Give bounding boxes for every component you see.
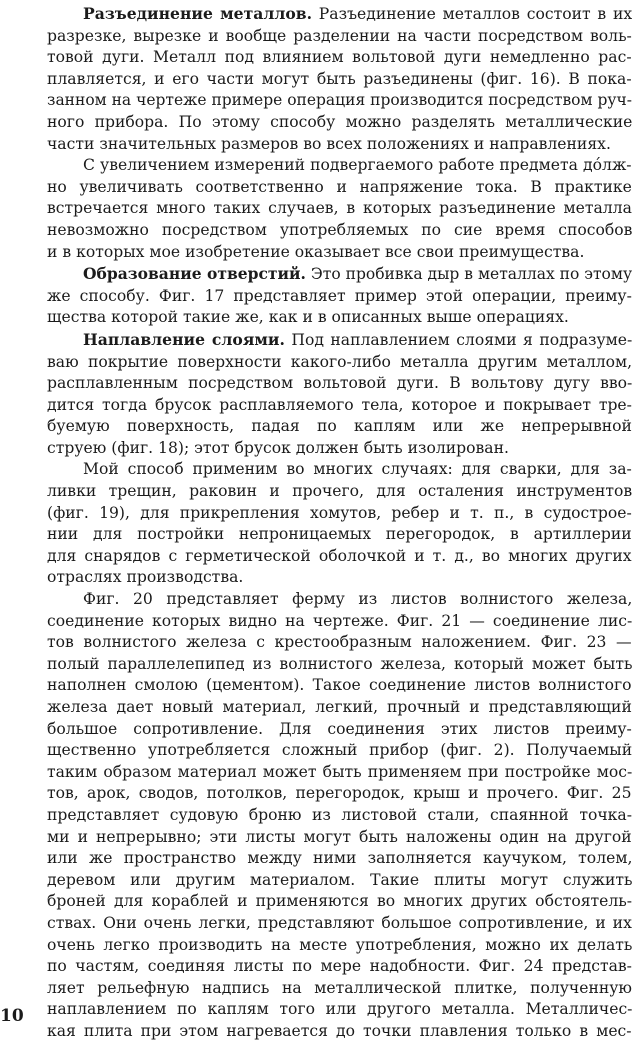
text-line: С увеличением измерений подвергаемого работе предмета до́лж- <box>83 156 632 175</box>
text-line: ми и непрерывно; эти листы могут быть наложены один на другой <box>47 827 632 846</box>
paragraph-figures-description <box>47 589 632 1042</box>
text-line: кая плита при этом нагревается до точки плавления только в мес- <box>47 1021 632 1040</box>
text-line: тов волнистого железа с крестообразным наложением. Фиг. 23 — <box>47 633 632 652</box>
text-line: Фиг. 20 представляет ферму из листов волнистого железа, <box>83 590 633 609</box>
text-line: ляет рельефную надпись на металлической плитке, полученную <box>47 978 633 997</box>
paragraph-metal-separation <box>47 3 632 155</box>
text-line: деревом или другим материалом. Такие плиты могут служить <box>47 870 633 889</box>
text-line: разрезке, вырезке и вообще разделении на части посредством воль- <box>47 26 632 45</box>
text-line: буемую поверхность, падая по каплям или же непрерывной <box>47 417 632 436</box>
text-line: отраслях производства. <box>47 568 244 587</box>
text-line: большое сопротивление. Для соединения этих листов преиму- <box>47 719 632 738</box>
text-line: но увеличивать соответственно и напряжение тока. В практике <box>47 177 632 196</box>
text-line: ливки трещин, раковин и прочего, для осталения инструментов <box>47 482 633 501</box>
text-line: плавляется, и его части могут быть разъединены (фиг. 16). В пока- <box>47 69 632 88</box>
text-line: соединение которых видно на чертеже. Фиг. 21 — соединение лис- <box>47 611 633 630</box>
text-line <box>47 329 632 352</box>
text-line: броней для кораблей и применяются во многих других обстоятель- <box>47 892 633 911</box>
text-line: товой дуги. Металл под влиянием вольтовой дуги немедленно рас- <box>47 48 632 67</box>
section-heading-hole-forming: Образование отверстий. <box>83 264 306 284</box>
section-heading-layer-deposition: Наплавление слоями. <box>83 329 285 349</box>
text-line: по частям, соединяя листы по мере надобности. Фиг. 24 представ- <box>47 957 632 976</box>
text-line <box>47 3 632 26</box>
paragraph-layer-deposition <box>47 329 632 460</box>
text-line: таким образом материал может быть применяем при постройке мос- <box>47 762 633 781</box>
text-line: ного прибора. По этому способу можно разделять металлические <box>47 112 633 131</box>
text-line-content: Разъединение металлов состоит в их <box>312 5 633 23</box>
paragraph-hole-forming <box>47 263 632 329</box>
text-line <box>47 263 632 286</box>
text-line: или же пространство между ними заполняется каучуком, толем, <box>47 849 633 868</box>
body-text <box>47 3 632 1043</box>
text-line: наполнен смолою (цементом). Такое соединение листов волнистого <box>47 676 632 695</box>
text-line: встречается много таких случаев, в которых разъединение металла <box>47 199 632 218</box>
text-line: щественно употребляется сложный прибор (фиг. 2). Получаемый <box>47 741 633 760</box>
text-line: ствах. Они очень легки, представляют большое сопротивление, и их <box>47 913 632 932</box>
text-line: наплавлением по каплям того или другого металла. Металличес- <box>47 1000 633 1019</box>
text-line: же способу. Фиг. 17 представляет пример этой операции, преиму- <box>47 286 632 305</box>
text-line: дится тогда брусок расплавляемого тела, которое и покрывает тре- <box>47 395 632 414</box>
page-number: 10 <box>0 1006 24 1026</box>
text-line: для снарядов с герметической оболочкой и т. д., во многих других <box>47 546 632 565</box>
text-line: Мой способ применим во многих случаях: для сварки, для за- <box>83 460 632 479</box>
text-line: невозможно посредством употребляемых по сие время способов <box>47 220 633 239</box>
text-line: полый параллелепипед из волнистого железа, который может быть <box>47 654 633 673</box>
text-line: (фиг. 19), для прикрепления хомутов, ребер и т. п., в судострое- <box>47 503 632 522</box>
text-line: части значительных размеров во всех положениях и направлениях. <box>47 134 611 153</box>
text-line: расплавленным посредством вольтовой дуги. В вольтову дугу вво- <box>47 374 633 393</box>
text-line: железа дает новый материал, легкий, прочный и представляющий <box>47 698 632 716</box>
text-line: очень легко производить на месте употребления, можно их делать <box>47 935 633 954</box>
text-line: нии для постройки непроницаемых перегородок, в артиллерии <box>47 525 632 544</box>
text-line: занном на чертеже примере операция производится посредством руч- <box>47 91 632 110</box>
text-line: ваю покрытие поверхности какого-либо металла другим металлом, <box>47 352 633 371</box>
text-line-content: Это пробивка дыр в металлах по этому <box>305 265 633 284</box>
text-line: представляет судовую броню из листовой стали, спаянной точка- <box>47 805 632 824</box>
section-heading-metal-separation: Разъединение металлов. <box>83 4 313 23</box>
text-line: струею (фиг. 18); этот брусок должен быть изолирован. <box>47 438 509 457</box>
text-line-content: Под наплавлением слоями я подразуме- <box>284 330 633 349</box>
paragraph-applications <box>47 459 632 589</box>
text-line: тов, арок, сводов, потолков, перегородок, крыш и прочего. Фиг. 25 <box>47 784 632 803</box>
text-line: щества которой такие же, как и в описанных выше операциях. <box>47 308 569 327</box>
paragraph-voltage-scaling <box>47 155 632 263</box>
text-line: и в которых мое изобретение оказывает все свои преимущества. <box>47 242 585 261</box>
